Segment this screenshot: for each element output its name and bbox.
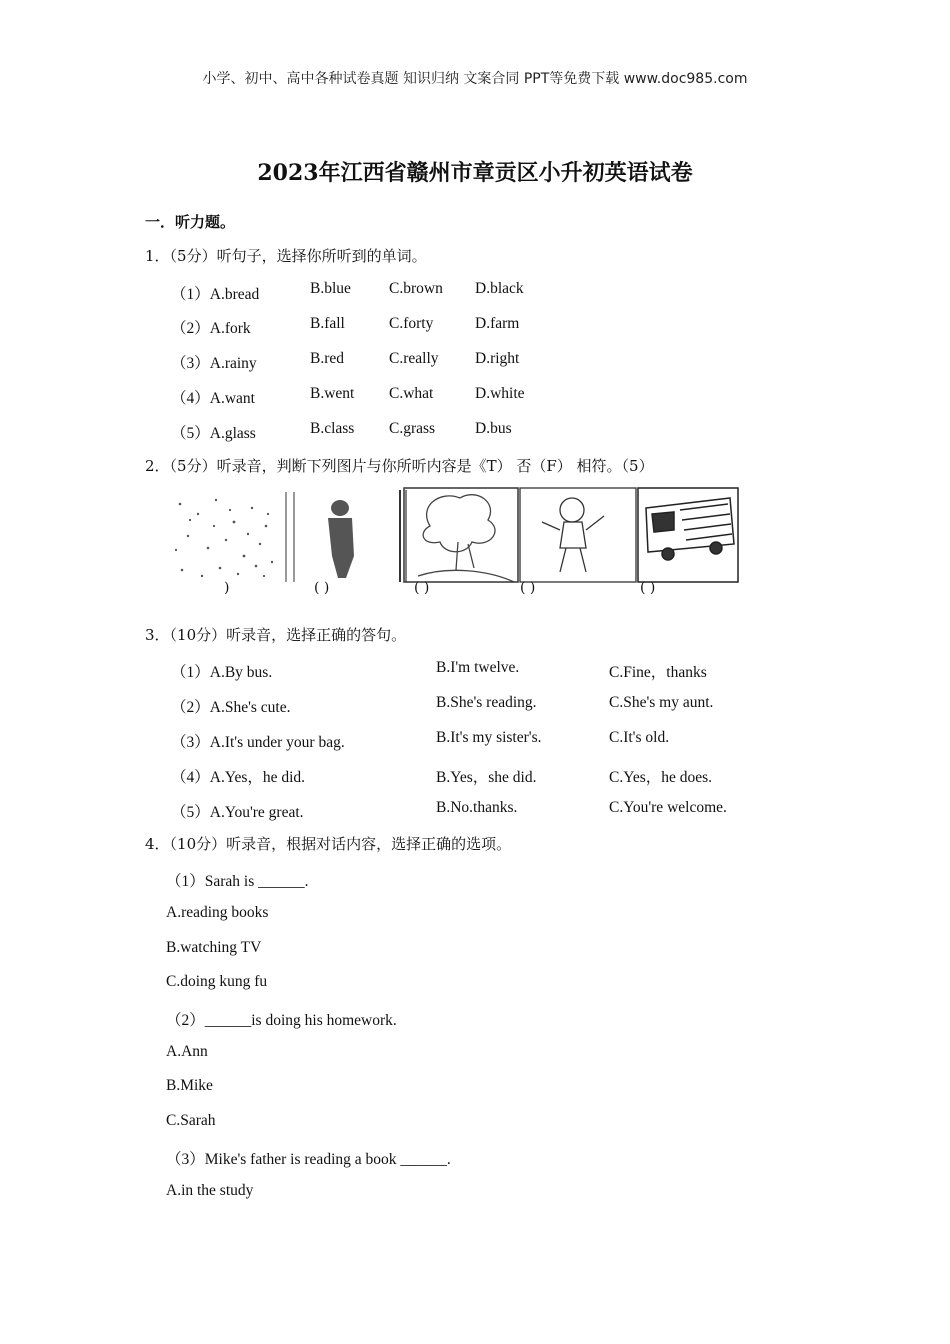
- q1-row5-c: C.grass: [389, 420, 436, 437]
- q2-answer-paren-3: ( ): [414, 580, 430, 596]
- q3-row4-a: （4）A.Yes，he did.: [171, 769, 306, 786]
- page-header: 小学、初中、高中各种试卷真题 知识归纳 文案合同 PPT等免费下载 www.doc985.com: [202, 71, 748, 87]
- q2-answer-paren-4: ( ): [520, 580, 536, 596]
- q1-row4-d: D.white: [475, 385, 525, 402]
- q3-row5-c: C.You're welcome.: [609, 799, 727, 816]
- q3-row4-b: B.Yes，she did.: [436, 769, 537, 786]
- q3-row2-c: C.She's my aunt.: [609, 694, 714, 711]
- q1-row5-a: （5）A.glass: [171, 425, 256, 442]
- q1-row3-b: B.red: [310, 350, 345, 367]
- q4-sub3-question: （3）Mike's father is reading a book ______.: [166, 1151, 451, 1168]
- q4-sub1-option-a: A.reading books: [166, 904, 269, 921]
- q3-row5-b: B.No.thanks.: [436, 799, 518, 816]
- q4-sub3-option-a: A.in the study: [166, 1182, 254, 1199]
- q1-row4-a: （4）A.want: [171, 390, 255, 407]
- picture-4-child: [520, 488, 636, 582]
- q2-picture-strip: [168, 486, 740, 606]
- q1-row2-a: （2）A.fork: [171, 320, 251, 337]
- picture-2-person: [328, 500, 354, 578]
- q1-row4-b: B.went: [310, 385, 355, 402]
- q4-stem: 4．（10分）听录音，根据对话内容，选择正确的选项。: [145, 835, 512, 853]
- q3-stem: 3．（10分）听录音，选择正确的答句。: [145, 626, 407, 644]
- q1-row3-c: C.really: [389, 350, 439, 367]
- q4-sub1-option-c: C.doing kung fu: [166, 973, 268, 990]
- picture-3-tree: [418, 495, 514, 582]
- q2-answer-paren-1: ): [224, 580, 230, 596]
- q3-row1-c: C.Fine，thanks: [609, 664, 707, 681]
- q1-row5-b: B.class: [310, 420, 355, 437]
- q1-row4-c: C.what: [389, 385, 434, 402]
- q3-row4-c: C.Yes，he does.: [609, 769, 713, 786]
- q4-sub2-option-a: A.Ann: [166, 1043, 208, 1060]
- q3-row3-c: C.It's old.: [609, 729, 670, 746]
- q4-sub1-question: （1）Sarah is ______.: [166, 873, 309, 890]
- q4-sub2-option-b: B.Mike: [166, 1077, 213, 1094]
- q2-stem: 2．（5分）听录音，判断下列图片与你所听内容是《T） 否（F） 相符。（5）: [145, 457, 654, 475]
- q4-sub1-option-b: B.watching TV: [166, 939, 262, 956]
- q3-row3-a: （3）A.It's under your bag.: [171, 734, 345, 751]
- section-listening-heading: 一．听力题。: [145, 213, 236, 231]
- q3-row1-a: （1）A.By bus.: [171, 664, 273, 681]
- q1-row2-d: D.farm: [475, 315, 520, 332]
- q3-row1-b: B.I'm twelve.: [436, 659, 520, 676]
- q1-row2-c: C.forty: [389, 315, 434, 332]
- q1-row1-b: B.blue: [310, 280, 351, 297]
- q4-sub2-option-c: C.Sarah: [166, 1112, 216, 1129]
- q2-answer-paren-5: ( ): [640, 580, 656, 596]
- q1-row3-d: D.right: [475, 350, 520, 367]
- q1-row1-d: D.black: [475, 280, 524, 297]
- q3-row5-a: （5）A.You're great.: [171, 804, 304, 821]
- q1-row1-a: （1）A.bread: [171, 286, 260, 303]
- q1-stem: 1．（5分）听句子，选择你所听到的单词。: [145, 247, 427, 265]
- q1-row5-d: D.bus: [475, 420, 512, 437]
- q3-row2-a: （2）A.She's cute.: [171, 699, 291, 716]
- q1-row1-c: C.brown: [389, 280, 443, 297]
- q3-row3-b: B.It's my sister's.: [436, 729, 542, 746]
- exam-title: 2023年江西省赣州市章贡区小升初英语试卷: [257, 160, 693, 186]
- q3-row2-b: B.She's reading.: [436, 694, 537, 711]
- picture-1-rain: [175, 499, 273, 577]
- q1-row3-a: （3）A.rainy: [171, 355, 257, 372]
- q1-row2-b: B.fall: [310, 315, 345, 332]
- q2-answer-paren-2: ( ): [314, 580, 330, 596]
- q4-sub2-question: （2）______is doing his homework.: [166, 1012, 397, 1029]
- picture-5-bus: [638, 488, 738, 582]
